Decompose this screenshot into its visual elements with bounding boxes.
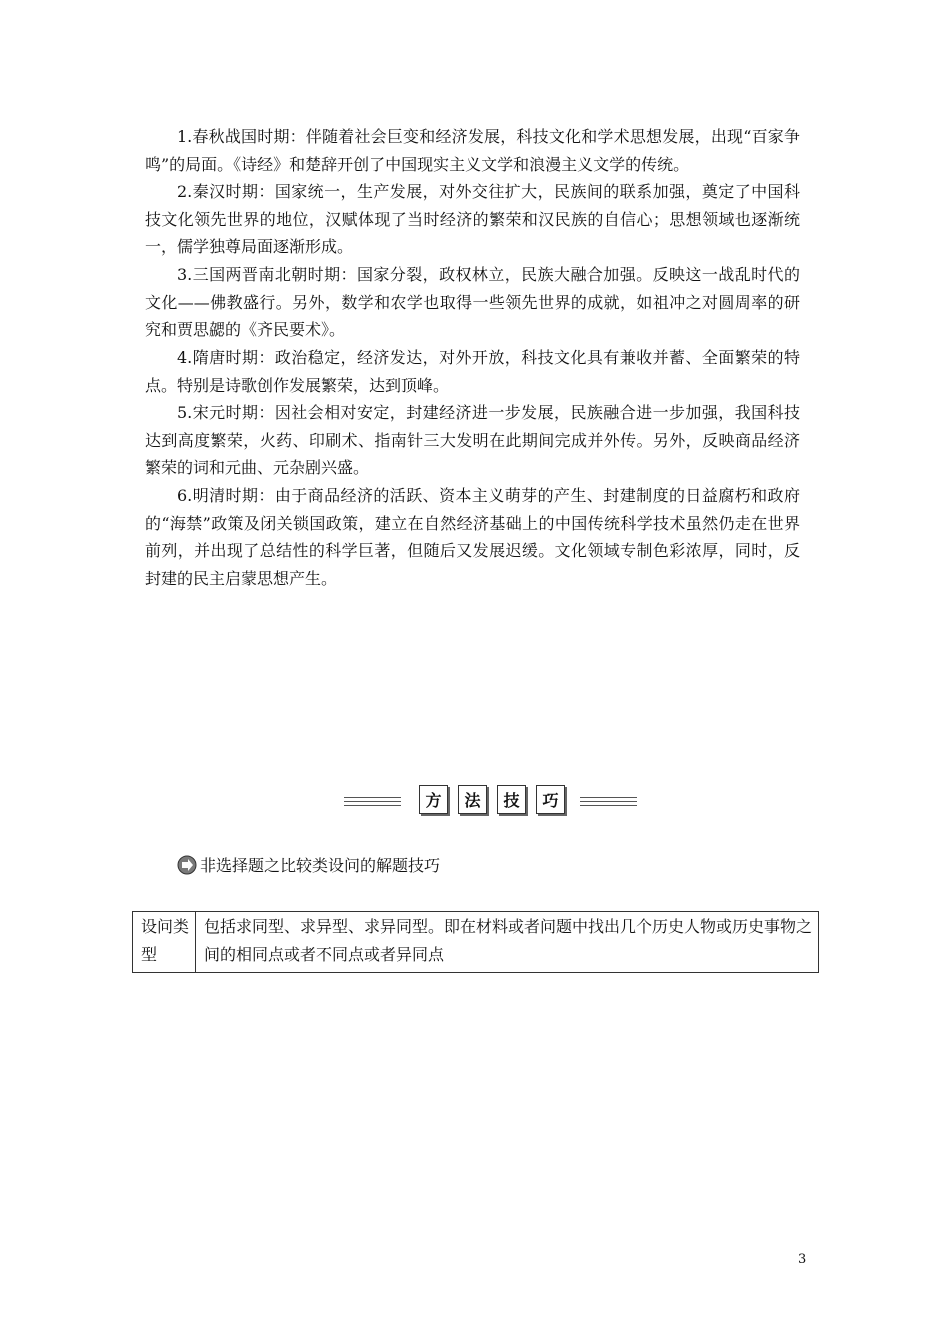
table-row-content: 包括求同型、求异型、求异同型。即在材料或者问题中找出几个历史人物或历史事物之间的相同点或者不同点或者异同点 [196, 912, 819, 973]
banner-char: 技 [497, 785, 526, 814]
table-row-head: 设问类型 [133, 912, 196, 973]
paragraph-spring-autumn: 1.春秋战国时期：伴随着社会巨变和经济发展，科技文化和学术思想发展，出现“百家争鸣”的局面。《诗经》和楚辞开创了中国现实主义文学和浪漫主义文学的传统。 [145, 127, 800, 174]
banner-right-rule [580, 797, 637, 806]
tip-heading-text: 非选择题之比较类设问的解题技巧 [200, 856, 441, 875]
section-banner [0, 785, 950, 819]
paragraph-three-kingdoms: 3.三国两晋南北朝时期：国家分裂，政权林立，民族大融合加强。反映这一战乱时代的文化——佛教盛行。另外，数学和农学也取得一些领先世界的成就，如祖冲之对圆周率的研究和贾思勰的《齐民要术》。 [145, 265, 800, 339]
paragraph-song-yuan: 5.宋元时期：因社会相对安定，封建经济进一步发展，民族融合进一步加强，我国科技达到高度繁荣，火药、印刷术、指南针三大发明在此期间完成并外传。另外，反映商品经济繁荣的词和元曲、元杂剧兴盛。 [145, 403, 800, 477]
banner-char: 巧 [536, 785, 565, 814]
paragraph-ming-qing: 6.明清时期：由于商品经济的活跃、资本主义萌芽的产生、封建制度的日益腐朽和政府的“海禁”政策及闭关锁国政策，建立在自然经济基础上的中国传统科学技术虽然仍走在世界前列，并出现了总结性的科学巨著，但随后又发展迟缓。文化领域专制色彩浓厚，同时，反封建的民主启蒙思想产生。 [145, 486, 800, 588]
page-number: 3 [798, 1252, 807, 1267]
method-table [132, 911, 819, 973]
paragraph-qin-han: 2.秦汉时期：国家统一，生产发展，对外交往扩大，民族间的联系加强，奠定了中国科技文化领先世界的地位，汉赋体现了当时经济的繁荣和汉民族的自信心；思想领域也逐渐统一，儒学独尊局面逐渐形成。 [145, 182, 800, 256]
circle-arrow-icon [177, 855, 197, 875]
banner-left-rule [344, 797, 401, 806]
table-row [133, 912, 819, 973]
banner-char: 方 [419, 785, 448, 814]
banner-char: 法 [458, 785, 487, 814]
tip-heading [177, 853, 440, 876]
paragraph-sui-tang: 4.隋唐时期：政治稳定，经济发达，对外开放，科技文化具有兼收并蓄、全面繁荣的特点。特别是诗歌创作发展繁荣，达到顶峰。 [145, 348, 800, 395]
